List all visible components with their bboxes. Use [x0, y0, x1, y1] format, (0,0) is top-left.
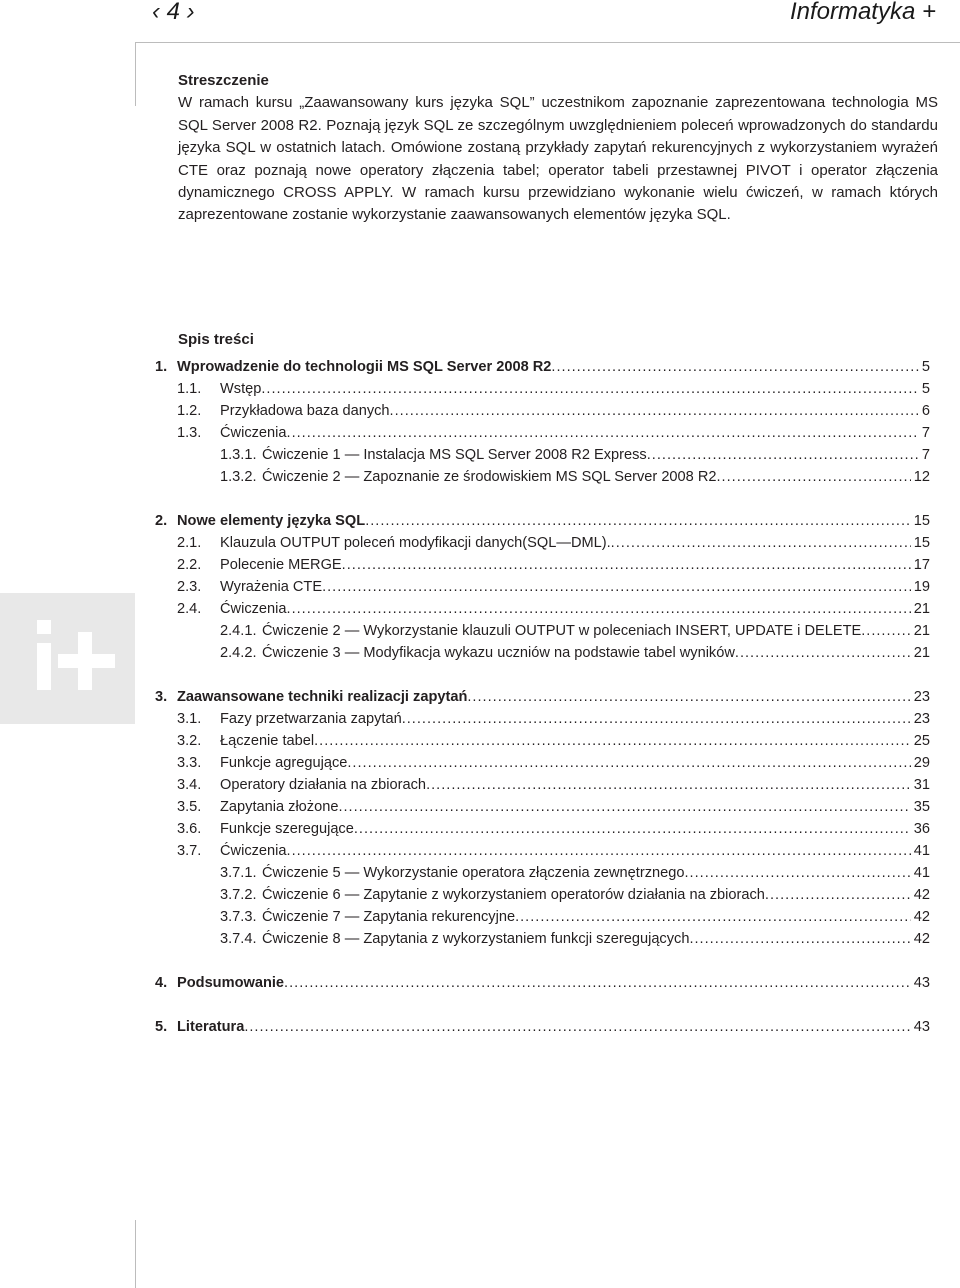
top-left-rule	[135, 42, 136, 106]
toc-entry[interactable]: 2.2. Polecenie MERGE ..... 17	[155, 554, 930, 576]
logo	[0, 593, 135, 724]
series-title: Informatyka +	[789, 0, 936, 25]
toc-entry[interactable]: 3.2. Łączenie tabel ..... 25	[155, 730, 930, 752]
toc-entry[interactable]: 3.6. Funkcje szeregujące ..... 36	[155, 818, 930, 840]
toc-entry[interactable]: 1.2. Przykładowa baza danych ..... 6	[155, 400, 930, 422]
abstract-body: W ramach kursu „Zaawansowany kurs języka SQL” uczestnikom zapoznanie zaprezentowana technologia MS SQL Server 2008 R2. Poznają język SQL ze szczególnym uwzględnieniem poleceń wprowadzonych do standardu języka SQL w ostatnich latach. Omówione zostaną przykłady zapytań rekurencyjnych z wykorzystaniem wyrażeń CTE oraz poznają nowe operatory złączenia tabel; operator tabeli przestawnej PIVOT i operator złączenia dynamicznego CROSS APPLY. W ramach kursu przewidziano wykonanie wielu ćwiczeń, w ramach których zaprezentowane zostanie wykorzystanie zaawansowanych elementów języka SQL.	[178, 94, 938, 224]
toc-entry[interactable]: 3.7.1. Ćwiczenie 5 — Wykorzystanie operatora złączenia zewnętrznego ..... 41	[155, 862, 930, 884]
toc-entry[interactable]: 3.4. Operatory działania na zbiorach ..... 31	[155, 774, 930, 796]
toc-entry[interactable]: 1.3. Ćwiczenia ..... 7	[155, 422, 930, 444]
toc-entry[interactable]: 2.3. Wyrażenia CTE ..... 19	[155, 576, 930, 598]
toc-entry[interactable]: 5. Literatura ..... 43	[155, 1016, 930, 1038]
toc-entry[interactable]: 4. Podsumowanie ..... 43	[155, 972, 930, 994]
toc-entry[interactable]: 1.3.1. Ćwiczenie 1 — Instalacja MS SQL Server 2008 R2 Express ..... 7	[155, 444, 930, 466]
toc-entry[interactable]: 1. Wprowadzenie do technologii MS SQL Server 2008 R2 ..... 5	[155, 356, 930, 378]
toc-entry[interactable]: 2.4.2. Ćwiczenie 3 — Modyfikacja wykazu uczniów na podstawie tabel wyników ..... 21	[155, 642, 930, 664]
toc-entry[interactable]: 1.3.2. Ćwiczenie 2 — Zapoznanie ze środowiskiem MS SQL Server 2008 R2 ..... 12	[155, 466, 930, 488]
toc-entry[interactable]: 3.7.4. Ćwiczenie 8 — Zapytania z wykorzystaniem funkcji szeregujących ..... 42	[155, 928, 930, 950]
toc-entry[interactable]: 3.7.2. Ćwiczenie 6 — Zapytanie z wykorzystaniem operatorów działania na zbiorach ..... 42	[155, 884, 930, 906]
toc-entry[interactable]: 3.5. Zapytania złożone ..... 35	[155, 796, 930, 818]
toc-entry[interactable]: 3.1. Fazy przetwarzania zapytań ..... 23	[155, 708, 930, 730]
bottom-left-rule	[135, 1220, 136, 1288]
toc-entry[interactable]: 2.1. Klauzula OUTPUT poleceń modyfikacji danych(SQL—DML). ..... 15	[155, 532, 930, 554]
toc-entry[interactable]: 2.4. Ćwiczenia ..... 21	[155, 598, 930, 620]
toc-entry[interactable]: 3.7. Ćwiczenia ..... 41	[155, 840, 930, 862]
toc-entry[interactable]: 3.7.3. Ćwiczenie 7 — Zapytania rekurencyjne ..... 42	[155, 906, 930, 928]
abstract-heading: Streszczenie	[178, 72, 269, 89]
page-number: ‹ 4 ›	[152, 0, 195, 25]
toc-entry[interactable]: 2.4.1. Ćwiczenie 2 — Wykorzystanie klauzuli OUTPUT w poleceniach INSERT, UPDATE i DELETE ..... 21	[155, 620, 930, 642]
top-rule	[135, 42, 960, 43]
toc-title: Spis treści	[178, 331, 254, 348]
toc-entry[interactable]: 2. Nowe elementy języka SQL ..... 15	[155, 510, 930, 532]
i-plus-logo-icon	[0, 593, 135, 724]
toc-entry[interactable]: 3.3. Funkcje agregujące ..... 29	[155, 752, 930, 774]
toc-entry[interactable]: 3. Zaawansowane techniki realizacji zapytań ..... 23	[155, 686, 930, 708]
table-of-contents	[155, 356, 930, 1038]
toc-entry[interactable]: 1.1. Wstęp ..... 5	[155, 378, 930, 400]
abstract	[178, 70, 938, 227]
